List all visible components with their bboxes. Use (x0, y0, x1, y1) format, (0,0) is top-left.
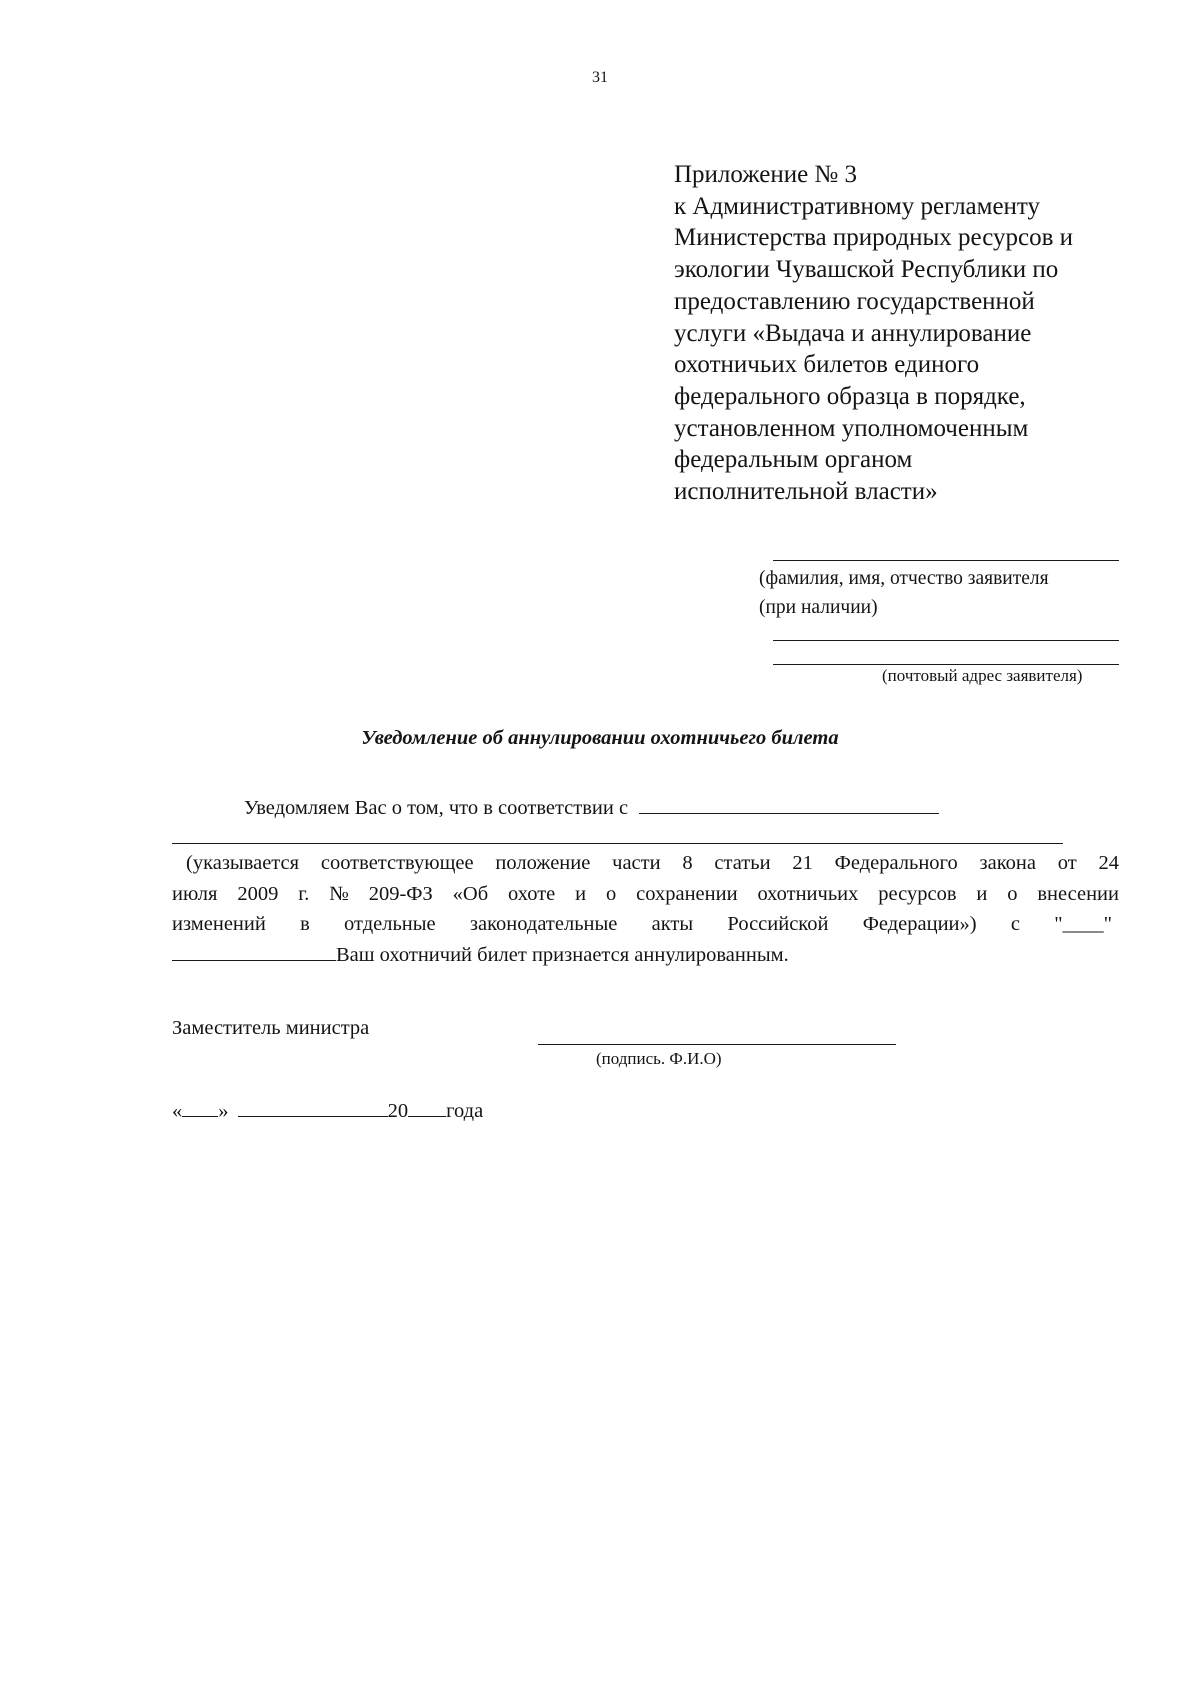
signature-date (172, 1100, 483, 1123)
explanation-line: изменений в отдельные законодательные акты Российской Федерации») с "____" (172, 913, 1112, 935)
appendix-line: Приложение № 3 (674, 161, 858, 188)
date-open-quote: « (172, 1100, 183, 1122)
appendix-line: предоставлению государственной (674, 287, 1035, 315)
year-suffix: года (446, 1100, 484, 1122)
annulment-result: Ваш охотничий билет признается аннулированным. (336, 943, 789, 966)
date-blank (172, 959, 336, 961)
explanation-line: июля 2009 г. № 209-ФЗ «Об охоте и о сохранении охотничьих ресурсов и о внесении (172, 882, 1119, 905)
notification-intro-text: Уведомляем Вас о том, что в соответствии с (244, 797, 629, 819)
document-title: Уведомление об аннулировании охотничьего билета (361, 727, 839, 749)
applicant-name-blank (773, 560, 1119, 561)
legal-basis-explanation (172, 848, 1119, 970)
appendix-line: исполнительной власти» (674, 478, 938, 506)
appendix-line: экологии Чувашской Республики по (674, 256, 1059, 284)
signer-position: Заместитель министра (172, 1017, 370, 1039)
applicant-name-caption-line: (при наличии) (759, 596, 878, 618)
explanation-line (172, 940, 1119, 971)
legal-basis-blank (639, 812, 939, 814)
appendix-header (674, 159, 1073, 508)
appendix-line: установленном уполномоченным (674, 414, 1029, 442)
applicant-name-caption (759, 565, 1049, 622)
appendix-line: услуги «Выдача и аннулирование (674, 319, 1032, 347)
signature-blank (538, 1044, 896, 1045)
appendix-line: Министерства природных ресурсов и (674, 224, 1074, 252)
day-blank (182, 1115, 218, 1117)
year-blank (408, 1115, 446, 1117)
year-prefix: 20 (387, 1100, 409, 1122)
appendix-line: федеральным органом (674, 446, 913, 474)
page-number: 31 (592, 69, 608, 86)
applicant-address-blank (773, 640, 1119, 641)
signature-caption: (подпись. Ф.И.О) (596, 1049, 722, 1068)
appendix-line: охотничьих билетов единого (674, 351, 980, 379)
explanation-line: (указывается соответствующее положение части 8 статьи 21 Федерального закона от 24 (186, 852, 1119, 874)
applicant-name-caption-line: (фамилия, имя, отчество заявителя (759, 568, 1049, 589)
notification-intro (244, 797, 939, 820)
applicant-address-caption: (почтовый адрес заявителя) (882, 666, 1083, 685)
applicant-address-blank (773, 664, 1119, 665)
month-blank (238, 1115, 388, 1117)
legal-basis-blank-line (172, 843, 1063, 844)
appendix-line: к Административному регламенту (674, 192, 1041, 220)
date-close-quote: » (218, 1100, 229, 1122)
appendix-line: федерального образца в порядке, (674, 382, 1026, 410)
